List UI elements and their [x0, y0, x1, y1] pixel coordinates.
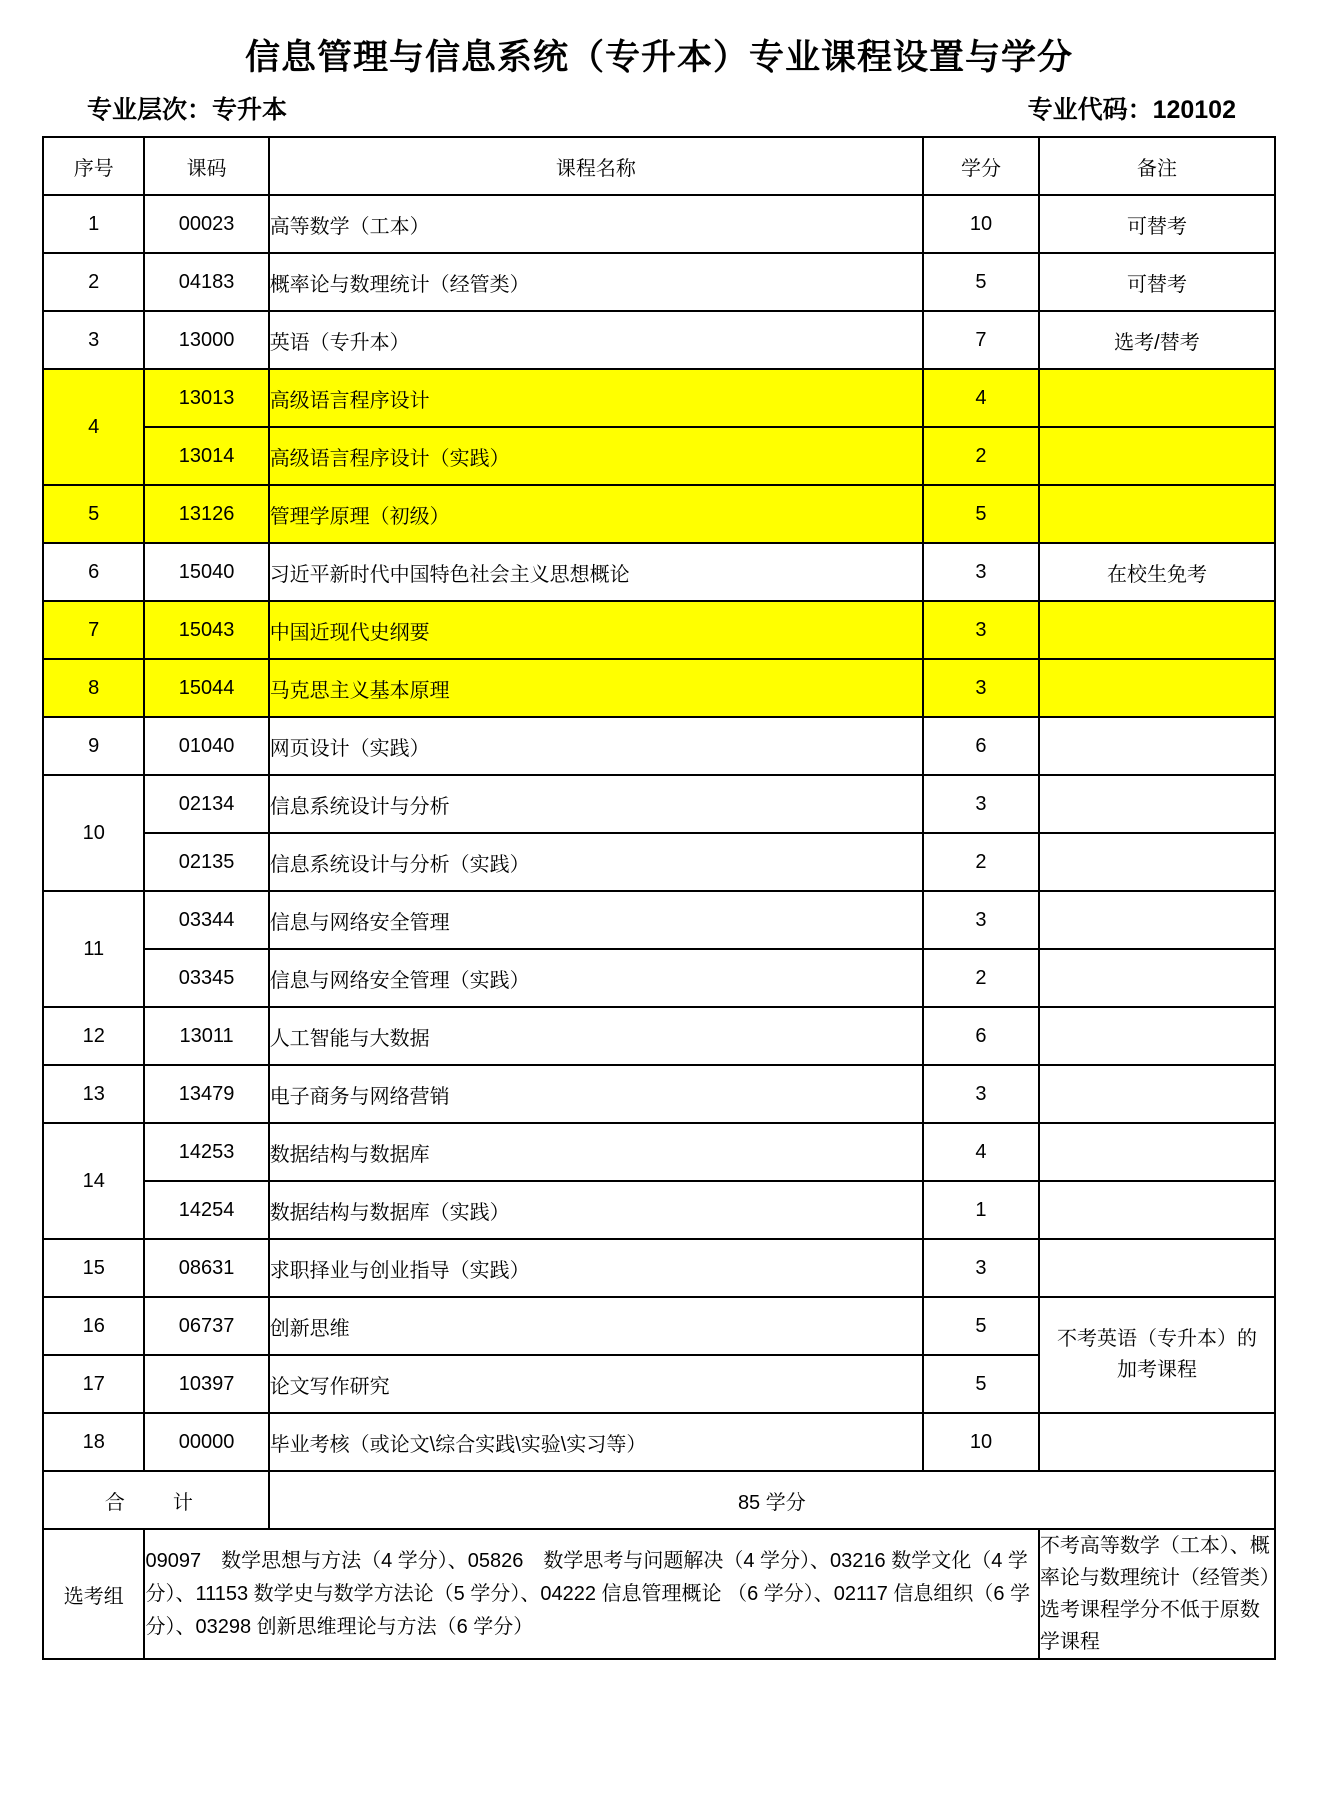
table-row: [43, 1007, 1275, 1065]
cell-no: 7: [43, 601, 144, 659]
cell-code: 06737: [144, 1297, 268, 1355]
cell-credit: 3: [923, 775, 1039, 833]
table-row: [43, 1413, 1275, 1471]
cell-no: 1: [43, 195, 144, 253]
group-note-line1: 不考英语（专升本）的: [1056, 1328, 1257, 1350]
cell-no: 13: [43, 1065, 144, 1123]
cell-code: 08631: [144, 1239, 268, 1297]
header-no: 序号: [43, 137, 144, 195]
table-row: [43, 427, 1275, 485]
cell-name: 毕业考核（或论文\综合实践\实验\实习等）: [269, 1413, 923, 1471]
cell-note: 可替考: [1039, 195, 1275, 253]
table-row: [43, 543, 1275, 601]
cell-name: 网页设计（实践）: [269, 717, 923, 775]
cell-no: 12: [43, 1007, 144, 1065]
cell-name: 管理学原理（初级）: [269, 485, 923, 543]
cell-credit: 3: [923, 1239, 1039, 1297]
cell-no: 11: [43, 891, 144, 1007]
table-header-row: [43, 137, 1275, 195]
page-title: 信息管理与信息系统（专升本）专业课程设置与学分: [244, 38, 1073, 77]
table-row: [43, 601, 1275, 659]
table-row: [43, 485, 1275, 543]
cell-no: 8: [43, 659, 144, 717]
table-row: [43, 311, 1275, 369]
cell-no: 3: [43, 311, 144, 369]
cell-no: 15: [43, 1239, 144, 1297]
table-row: [43, 1297, 1275, 1355]
cell-credit: 6: [923, 1007, 1039, 1065]
cell-note: [1039, 485, 1275, 543]
cell-note: 选考/替考: [1039, 311, 1275, 369]
cell-credit: 3: [923, 601, 1039, 659]
cell-name: 论文写作研究: [269, 1355, 923, 1413]
cell-note: [1039, 1065, 1275, 1123]
table-row: [43, 717, 1275, 775]
elective-courses: 09097 数学思想与方法（4 学分）、05826 数学思考与问题解决（4 学分）、03216 数学文化（4 学分）、11153 数学史与数学方法论（5 学分）、04222 信息管理概论 （6 学分）、02117 信息组织（6 学分）、03298 创新思维理论与方法（6 学分）: [144, 1529, 1038, 1659]
cell-credit: 6: [923, 717, 1039, 775]
total-value: 85 学分: [269, 1471, 1275, 1529]
table-row: [43, 369, 1275, 427]
table-row: [43, 659, 1275, 717]
cell-credit: 4: [923, 1123, 1039, 1181]
cell-name: 人工智能与大数据: [269, 1007, 923, 1065]
cell-code: 15043: [144, 601, 268, 659]
elective-label: 选考组: [43, 1529, 144, 1659]
course-table: [42, 136, 1276, 1660]
cell-no: 9: [43, 717, 144, 775]
cell-credit: 2: [923, 833, 1039, 891]
cell-no: 10: [43, 775, 144, 891]
header-name: 课程名称: [269, 137, 923, 195]
cell-code: 13479: [144, 1065, 268, 1123]
cell-code: 14253: [144, 1123, 268, 1181]
cell-credit: 3: [923, 891, 1039, 949]
table-row: [43, 833, 1275, 891]
cell-no: 5: [43, 485, 144, 543]
cell-credit: 5: [923, 485, 1039, 543]
cell-name: 中国近现代史纲要: [269, 601, 923, 659]
cell-note: [1039, 1181, 1275, 1239]
cell-name: 信息与网络安全管理: [269, 891, 923, 949]
header-code: 课码: [144, 137, 268, 195]
cell-credit: 1: [923, 1181, 1039, 1239]
cell-name: 高级语言程序设计（实践）: [269, 427, 923, 485]
table-row: [43, 253, 1275, 311]
cell-credit: 5: [923, 1297, 1039, 1355]
table-row: [43, 1123, 1275, 1181]
table-row: [43, 1239, 1275, 1297]
cell-code: 13126: [144, 485, 268, 543]
cell-name: 创新思维: [269, 1297, 923, 1355]
cell-note-group: [1039, 1297, 1275, 1413]
cell-code: 00023: [144, 195, 268, 253]
cell-name: 电子商务与网络营销: [269, 1065, 923, 1123]
cell-code: 01040: [144, 717, 268, 775]
cell-note: [1039, 1123, 1275, 1181]
cell-name: 数据结构与数据库: [269, 1123, 923, 1181]
table-row: [43, 1181, 1275, 1239]
table-row: [43, 195, 1275, 253]
cell-note: [1039, 949, 1275, 1007]
table-header: [43, 137, 1275, 195]
cell-code: 04183: [144, 253, 268, 311]
cell-note: [1039, 833, 1275, 891]
cell-name: 数据结构与数据库（实践）: [269, 1181, 923, 1239]
cell-name: 英语（专升本）: [269, 311, 923, 369]
cell-credit: 2: [923, 427, 1039, 485]
cell-no: 4: [43, 369, 144, 485]
cell-note: [1039, 1007, 1275, 1065]
table-row: [43, 891, 1275, 949]
cell-note: [1039, 1239, 1275, 1297]
cell-note: [1039, 775, 1275, 833]
cell-no: 14: [43, 1123, 144, 1239]
cell-code: 13014: [144, 427, 268, 485]
cell-name: 概率论与数理统计（经管类）: [269, 253, 923, 311]
cell-code: 15044: [144, 659, 268, 717]
cell-code: 03344: [144, 891, 268, 949]
cell-code: 02134: [144, 775, 268, 833]
cell-code: 14254: [144, 1181, 268, 1239]
table-row: [43, 775, 1275, 833]
cell-name: 信息系统设计与分析: [269, 775, 923, 833]
cell-note: 在校生免考: [1039, 543, 1275, 601]
elective-note: 不考高等数学（工本）、概率论与数理统计（经管类）选考课程学分不低于原数学课程: [1039, 1529, 1275, 1659]
cell-name: 信息与网络安全管理（实践）: [269, 949, 923, 1007]
subtitle-row: [42, 90, 1276, 126]
cell-code: 10397: [144, 1355, 268, 1413]
cell-note: 可替考: [1039, 253, 1275, 311]
cell-no: 16: [43, 1297, 144, 1355]
cell-name: 马克思主义基本原理: [269, 659, 923, 717]
cell-credit: 7: [923, 311, 1039, 369]
table-row: [43, 949, 1275, 1007]
cell-credit: 4: [923, 369, 1039, 427]
cell-credit: 3: [923, 543, 1039, 601]
cell-code: 00000: [144, 1413, 268, 1471]
cell-credit: 3: [923, 1065, 1039, 1123]
cell-credit: 3: [923, 659, 1039, 717]
cell-credit: 10: [923, 1413, 1039, 1471]
cell-no: 17: [43, 1355, 144, 1413]
total-label: 合 计: [43, 1471, 269, 1529]
cell-name: 信息系统设计与分析（实践）: [269, 833, 923, 891]
cell-code: 13000: [144, 311, 268, 369]
cell-code: 13011: [144, 1007, 268, 1065]
cell-note: [1039, 427, 1275, 485]
cell-name: 求职择业与创业指导（实践）: [269, 1239, 923, 1297]
cell-note: [1039, 659, 1275, 717]
cell-note: [1039, 601, 1275, 659]
cell-note: [1039, 1413, 1275, 1471]
cell-no: 6: [43, 543, 144, 601]
cell-name: 高等数学（工本）: [269, 195, 923, 253]
major-level: 专业层次：专升本: [87, 96, 288, 124]
cell-credit: 5: [923, 1355, 1039, 1413]
cell-code: 13013: [144, 369, 268, 427]
cell-code: 03345: [144, 949, 268, 1007]
cell-credit: 10: [923, 195, 1039, 253]
total-row: [43, 1471, 1275, 1529]
cell-name: 高级语言程序设计: [269, 369, 923, 427]
cell-credit: 2: [923, 949, 1039, 1007]
cell-credit: 5: [923, 253, 1039, 311]
cell-note: [1039, 717, 1275, 775]
cell-code: 02135: [144, 833, 268, 891]
cell-note: [1039, 891, 1275, 949]
header-credit: 学分: [923, 137, 1039, 195]
header-note: 备注: [1039, 137, 1275, 195]
cell-no: 18: [43, 1413, 144, 1471]
cell-name: 习近平新时代中国特色社会主义思想概论: [269, 543, 923, 601]
table-body: [43, 195, 1275, 1659]
cell-note: [1039, 369, 1275, 427]
major-code: 专业代码：120102: [1027, 96, 1236, 124]
cell-code: 15040: [144, 543, 268, 601]
group-note-line2: 加考课程: [1116, 1359, 1197, 1381]
table-row: [43, 1065, 1275, 1123]
elective-row: [43, 1529, 1275, 1659]
cell-no: 2: [43, 253, 144, 311]
